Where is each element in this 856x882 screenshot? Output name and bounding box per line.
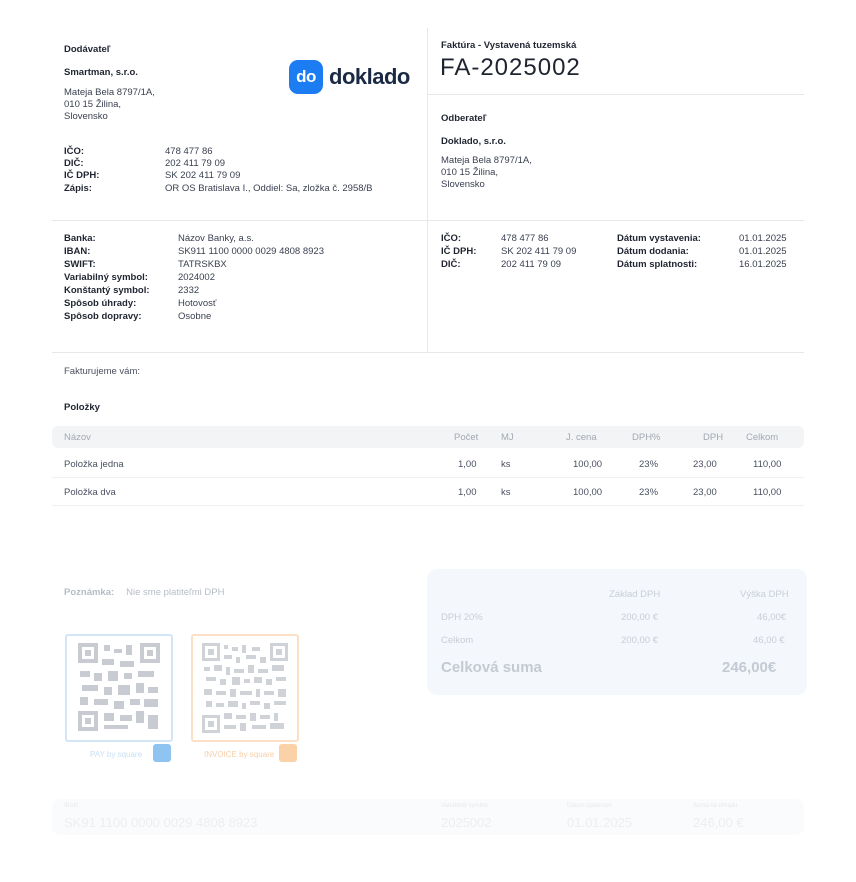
customer-address-line: Slovensko [441,179,485,190]
logo-badge: do [289,60,323,94]
customer-icdph-value: SK 202 411 79 09 [501,246,577,257]
payment-method [64,298,216,311]
supplier-ico-label: IČO: [64,146,85,157]
summary-base-header: Základ DPH [609,589,661,600]
pay-by-square-qr [78,643,160,731]
customer-icdph [441,246,576,259]
payment-shipping [64,311,211,324]
summary-row-label: DPH 20% [441,612,483,623]
payment-swift [64,259,227,272]
customer-icdph-label: IČ DPH: [441,246,477,257]
payment-variable-symbol [64,272,215,285]
customer-address-line: 010 15 Žilina, [441,167,499,178]
item-unit: ks [501,487,511,498]
note-label: Poznámka: [64,587,115,598]
summary-total-label: Celková suma [441,659,542,676]
invoice-by-square-icon [279,744,297,762]
col-total-header: Celkom [746,432,779,443]
supplier-title: Dodávateľ [64,44,111,55]
pay-bar-vs-label: Variabilný symbol [441,803,488,809]
pay-bar-vs: 2025002 [441,815,492,830]
summary-row-vat: 46,00€ [757,612,787,623]
date-issued-value: 01.01.2025 [739,233,787,244]
col-vat-pct-header: DPH% [632,432,661,443]
item-total: 110,00 [753,487,782,498]
supplier-address [64,87,155,123]
col-vat-header: DPH [703,432,724,443]
items-title: Položky [64,402,100,413]
invoice-number-divider [427,94,804,95]
pay-by-square-label: PAY by square [90,750,143,759]
supplier-dic-value: 202 411 79 09 [165,158,226,169]
supplier-ico-value: 478 477 86 [165,146,213,157]
supplier-registration-label: Zápis: [64,183,92,194]
date-due-label: Dátum splatnosti: [617,259,698,270]
supplier-registration-value: OR OS Bratislava I., Oddiel: Sa, zložka č. 2958/B [165,183,373,194]
customer-address [441,155,532,191]
customer-ico-value: 478 477 86 [501,233,549,244]
supplier-icdph-label: IČ DPH: [64,170,100,181]
payment-bank-value: Názov Banky, a.s. [178,233,254,244]
customer-title: Odberateľ [441,113,487,124]
item-row-divider [52,477,804,478]
item-name: Položka dva [64,487,116,498]
col-price-header: J. cena [566,432,597,443]
summary-row-vat: 46,00 € [753,635,785,646]
item-qty: 1,00 [458,487,477,498]
customer-name: Doklado, s.r.o. [441,136,506,147]
col-name-header: Názov [64,432,91,443]
item-vat-pct: 23% [639,487,659,498]
payment-bank-label: Banka: [64,233,96,244]
customer-dic-label: DIČ: [441,259,461,270]
payment-bank [64,233,254,246]
payment-iban [64,246,324,259]
supplier-name: Smartman, s.r.o. [64,67,138,78]
pay-by-square-icon [153,744,171,762]
items-table-header [52,426,804,448]
payment-iban-label: IBAN: [64,246,91,257]
header-divider-vertical [427,28,428,352]
supplier-icdph [64,170,240,183]
invoice-by-square-label: INVOICE by square [204,750,275,759]
payment-shipping-value: Osobne [178,311,212,322]
payment-method-label: Spôsob úhrady: [64,298,137,309]
supplier-address-line: 010 15 Žilina, [64,99,122,110]
supplier-dic-label: DIČ: [64,158,84,169]
vat-summary [427,569,807,695]
payment-constant-symbol-label: Konštantý symbol: [64,285,150,296]
supplier-address-line: Mateja Bela 8797/1A, [64,87,155,98]
payment-variable-symbol-value: 2024002 [178,272,215,283]
supplier-ico [64,146,213,159]
payment-variable-symbol-label: Variabilný symbol: [64,272,148,283]
section-divider-bottom [52,352,804,353]
summary-row-label: Celkom [441,635,474,646]
item-row-divider [52,505,804,506]
date-issued-label: Dátum vystavenia: [617,233,701,244]
item-unit: ks [501,459,511,470]
summary-row-base: 200,00 € [621,612,658,623]
pay-bar-iban-label: IBAN [64,803,79,809]
item-total: 110,00 [753,459,782,470]
pay-bar-iban: SK91 1100 0000 0029 4808 8923 [64,815,258,830]
payment-shipping-label: Spôsob dopravy: [64,311,142,322]
date-delivered [617,246,787,259]
pay-bar-amount-label: Suma na úhradu [693,803,738,809]
doklado-logo [289,60,410,94]
customer-dic-value: 202 411 79 09 [501,259,562,270]
customer-ico [441,233,549,246]
col-unit-header: MJ [501,432,514,443]
payment-swift-label: SWIFT: [64,259,96,270]
item-vat: 23,00 [693,487,717,498]
payment-constant-symbol-value: 2332 [178,285,200,296]
payment-swift-value: TATRSKBX [178,259,227,270]
supplier-address-line: Slovensko [64,111,108,122]
pay-bar-due-label: Dátum splatnosti [567,803,612,809]
item-price: 100,00 [573,459,603,470]
supplier-registration [64,183,373,196]
note [64,587,224,598]
item-vat: 23,00 [693,459,717,470]
customer-dic [441,259,561,272]
customer-address-line: Mateja Bela 8797/1A, [441,155,532,166]
col-qty-header: Počet [454,432,479,443]
date-due-value: 16.01.2025 [739,259,787,270]
item-qty: 1,00 [458,459,477,470]
invoice-type: Faktúra - Vystavená tuzemská [441,40,577,51]
invoice-number: FA-2025002 [440,54,581,81]
qr-code-icon [78,643,160,731]
invoice-by-square-qr [202,643,288,733]
supplier-icdph-value: SK 202 411 79 09 [165,170,241,181]
note-text: Nie sme platiteľmi DPH [126,587,225,598]
item-price: 100,00 [573,487,603,498]
payment-constant-symbol [64,285,199,298]
logo-text: doklado [329,64,410,89]
payment-iban-value: SK911 1100 0000 0029 4808 8923 [178,246,324,257]
item-vat-pct: 23% [639,459,659,470]
summary-row-base: 200,00 € [621,635,658,646]
supplier-dic [64,158,225,171]
qr-code-icon [202,643,288,733]
section-divider-top [52,220,804,221]
customer-ico-label: IČO: [441,233,462,244]
date-due [617,259,787,272]
item-name: Položka jedna [64,459,124,470]
payment-method-value: Hotovosť [178,298,217,309]
date-delivered-value: 01.01.2025 [739,246,787,257]
invoice-intro: Fakturujeme vám: [64,366,141,377]
date-issued [617,233,787,246]
summary-vat-header: Výška DPH [740,589,789,600]
date-delivered-label: Dátum dodania: [617,246,689,257]
pay-bar-amount: 246,00 € [693,815,744,830]
summary-total-value: 246,00€ [722,659,777,676]
pay-bar-due: 01.01.2025 [567,815,633,830]
